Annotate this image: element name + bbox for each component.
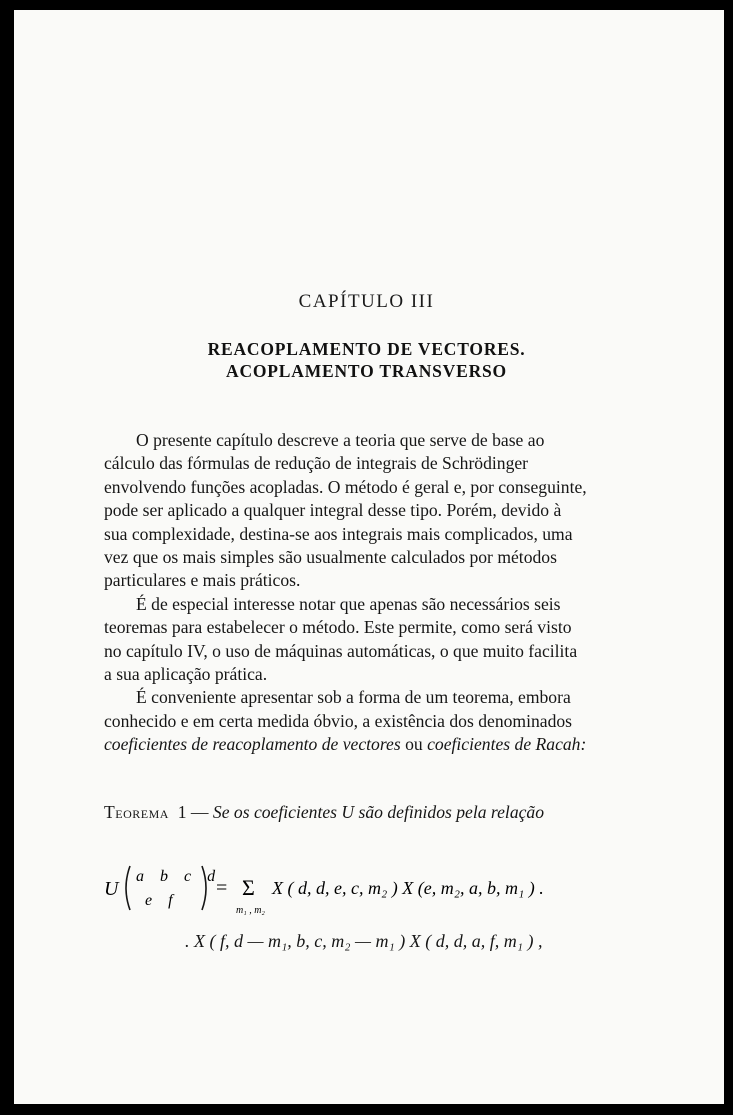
paragraph-2: É de especial interesse notar que apenas são necessários seis teoremas para estabelecer o método. Este permite, como será visto no capítulo IV, o uso de máquinas automáticas, o que muito facilita a sua aplicação prática. [104, 593, 578, 685]
equation-line-1 [104, 858, 604, 918]
theorem-label: Teorema [104, 802, 169, 822]
paragraph-1: O presente capítulo descreve a teoria que serve de base ao cálculo das fórmulas de redução de integrais de Schrödinger envolvendo funções acopladas. O método é geral e, por conseguinte, pode ser aplicado a qualquer integral desse tipo. Porém, devido à sua complexidade, destina-se aos integrais mais complicados, uma vez que os mais simples são usualmente calculados por métodos particulares e mais práticos. [104, 430, 587, 591]
theorem-dash: — [186, 802, 213, 822]
eq-sum: Σ [242, 875, 255, 900]
paragraph-3-start: É conveniente apresentar sob a forma de um teorema, embora conhecido e em certa medida óbvio, a existência dos denominados [104, 687, 573, 731]
theorem-1 [104, 801, 584, 824]
paragraph-3 [104, 686, 587, 756]
eq-sum-index: m₁ , m₂ [236, 905, 265, 916]
eq-rhs-line-1: X ( d, d, e, c, m₂ ) X (e, m₂, a, b, m₁ ) . [272, 878, 544, 898]
eq-left-paren [126, 866, 130, 910]
chapter-title-line-2: ACOPLAMENTO TRANSVERSO [226, 361, 507, 381]
theorem-text: Se os coeficientes U são definidos pela relação [212, 802, 545, 822]
racah-term-1: coeficientes de reacoplamento de vectores [104, 734, 401, 755]
paragraph-3-mid: ou [400, 734, 428, 755]
equation-line-2: . X ( f, d — m₁, b, c, m₂ — m₁ ) X ( d, d, a, f, m₁ ) , [185, 931, 543, 951]
body-text [104, 429, 587, 757]
theorem-number: 1 [177, 802, 187, 822]
eq-matrix-top: a b c d [136, 868, 222, 885]
eq-matrix-bottom: e f [145, 892, 179, 909]
eq-lhs-symbol: U [104, 878, 119, 900]
racah-term-2: coeficientes de Racah: [427, 734, 587, 755]
chapter-title-line-1: REACOPLAMENTO DE VECTORES. [207, 339, 526, 359]
chapter-heading: CAPÍTULO III [298, 291, 435, 312]
eq-equals: = [216, 877, 228, 899]
